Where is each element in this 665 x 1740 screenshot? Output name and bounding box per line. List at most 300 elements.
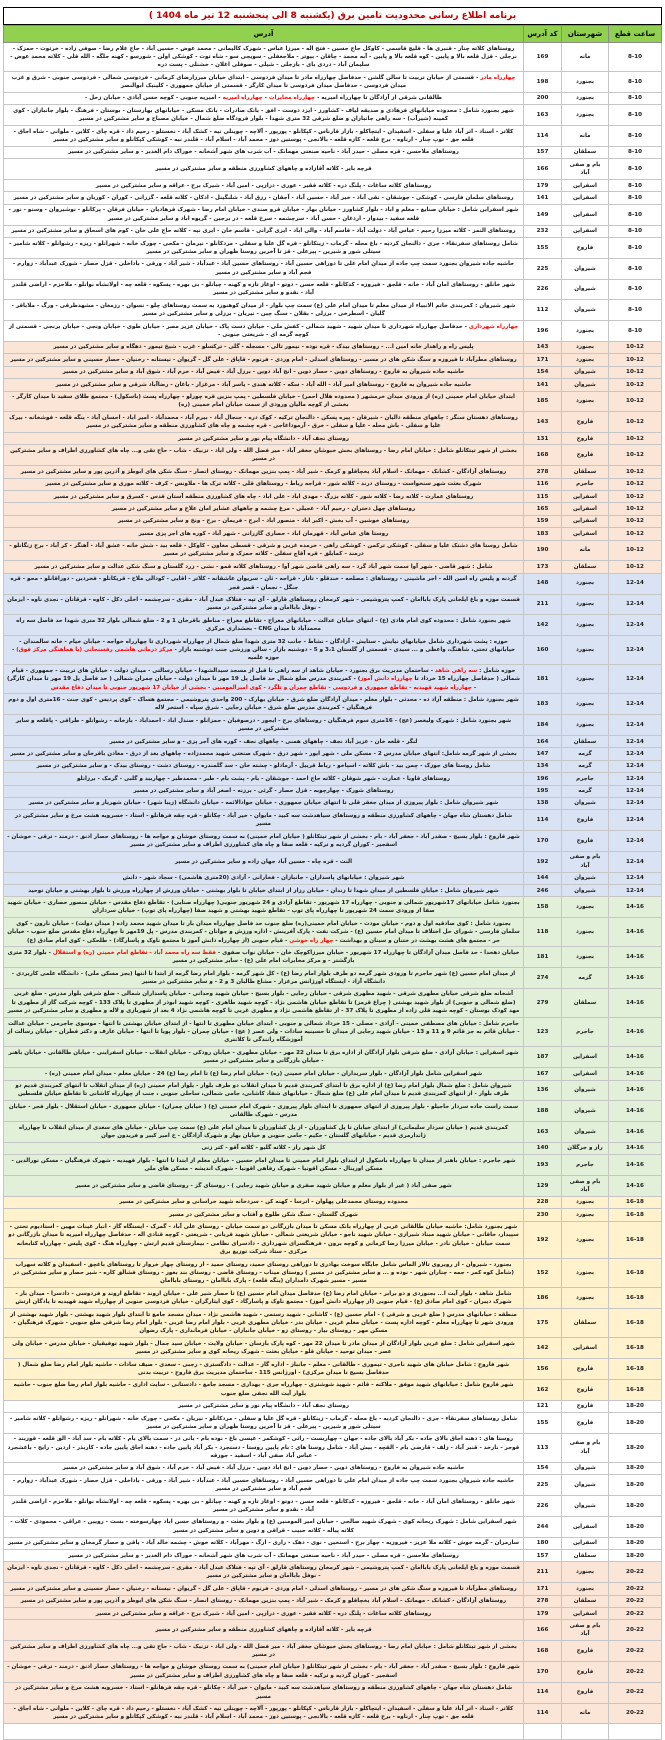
address-code-cell: 188 [524,1101,562,1122]
address-highlight-text: سه راهی شاهد [434,667,478,674]
address-text: شهرک گلستان - سنگ شکن طلوع و آفتاب و سایر مشترکین در مسیر [169,1211,358,1218]
address-code-cell: 160 [524,636,562,665]
table-row [4,238,662,259]
address-highlight-text: چهارراه امیریه [222,95,263,102]
table-row [4,391,662,412]
address-cell [4,180,524,192]
address-text: حاشیه جاده شیروان بجنورد سمت چپ جاده از میدان امام علی تا دوراهی حسین آباد - روستاهای حسین آباد - عبدآباد - شیر آباد - ورقی - باداخلی - قزل حصار - شورک عبدآباد - زوارم - فجم آباد و سایر مشترکین در مسیر [12,1477,515,1493]
outage-time-cell: 14-16 [609,1080,662,1101]
address-text: شهرک بعثت شهر سنخواست - روستای درند - کلاته شور - قراجه رباط - روستاهای قلی - کلاته ترک ها - ملاونس - کرف - کلاته موری و سایر مشترکین در مسیر [45,481,482,488]
table-row [4,445,662,466]
address-cell [4,279,524,300]
county-cell: شیروان [562,1080,609,1101]
address-cell [4,694,524,715]
outage-time-cell: 12-14 [609,694,662,715]
address-text: شهر جاجرم : خیابان باهنر از میدان تا چهارراه باسکول از ابتدای بلوار امام خمینی تا میدان امام حسین - خیابان معلم از ابتدا تا انتها - بلوار قهیدیه - شهرک فرهنگیان - مسکن نورالدین - مسکن اورینال - مسکن اقونیا - شهرک رفاهی اقونیا - شهرک اندیشه - مسکن های ملی [11,1157,516,1173]
table-row [4,1562,662,1583]
outage-time-cell: 16-18 [609,1379,662,1400]
address-cell [4,1661,524,1682]
address-text: سمت راست جاده سردار حاجیلو - بلوار پیروزی از انتهای جمهوری تا ابتدای بلوار پیروزی - شهرک امام خمینی (ع) ( خیابان چمران) - خیابان جمهوری - خیابان استقلال - بلوار فجر - خیابان مدرس - شهرک طالقانی [8,1103,519,1119]
table-row [4,947,662,968]
outage-time-cell: 18-20 [609,1462,662,1474]
address-code-cell: 131 [524,433,562,445]
address-code-cell: 118 [524,918,562,947]
table-row [4,872,662,884]
address-text: شامل روستاهای سفرنقاء - جری - دالنجان کردیه - باغ محله - گرماب - زینکانلو - قره گل علیا و سفلی - مردکانلو - نیریان - مکحی - چورک خانه - شهرانلو - ریزه - رشوانلو - کلاته شامیر - سیتلی شور و شیرین - پیرعلی - قز تا آخرین روستا ظهران و سایر مشترکین در مسیر [9,1415,518,1430]
address-code-cell: 114 [524,1703,562,1724]
county-cell: گرمه [562,785,609,797]
outage-time-cell: 14-16 [609,1155,662,1176]
address-cell [4,146,524,158]
table-row [4,760,662,772]
outage-time-cell: 12-14 [609,773,662,785]
address-highlight-text: چهارراه شهرداری [468,323,519,330]
address-text: شهر اسفراین : خیابان آزادی - ضلع شرقی بلوار آزادگان از اداره برق تا میدان 22 مهر - خیابان مطهری - خیابان رودکی - خیابان انقلاب - خیابان اسفراینی - خیابان طالقانی - خیابان باهنر - خیابان بازرگانی و سایر مشترکین در مسیر [8,1049,519,1065]
address-cell [4,1550,524,1562]
table-row [4,1433,662,1462]
address-text: حاشیه جاده شیروان به فاروج - روستاهای دوین - حصار دوین - انج آباد دوین - برزل آباد - فیض آباد - خرم آباد - شوق آباد و سایر مشترکین در مسیر [62,369,465,376]
table-row [4,1583,662,1595]
county-cell: فاروج [562,1641,609,1662]
address-code-cell: 114 [524,810,562,831]
outage-time-cell: 18-20 [609,1550,662,1562]
address-cell [4,947,524,968]
address-text: روستاهای چهل دختران - رحیم آباد - عجیلی - مرغ چشمه و چاههای عشایر امان علاج و سایر مشترکین در مسیر [111,505,416,512]
address-cell [4,1703,524,1724]
address-text: - ساختمان مدیریت برق بجنورد - خیابان شاهد از سه راهی تا قبل از مسجد سیدالشهدا - خیابان رسالتی - میدان دولت - خیابان های تربیت - جمهوری - قیام شمالی ( حدفاصل چهارراه 15 خرداد تا [11,667,520,683]
table-row [4,180,662,192]
outage-time-cell: 18-20 [609,1475,662,1496]
address-cell [4,1288,524,1309]
outage-time-cell: 18-20 [609,1496,662,1517]
address-cell [4,1101,524,1122]
outage-time-cell: 12-14 [609,810,662,831]
address-text: شهر شیروان : کمربندی خاتم الانبیاء از میدان معلم تا میدان امام علی (ع) سمت چپ بلوار - از میدان کوهنورد به سمت روستاهای چلو - نسوان - رزمغان - مشهدطرقی - ورگ - ملاباقر - گلیان - اسطرخی - برزلی - بقلان - سنگ چین - نیریان - برزلی و سایر مشترکین در مسیر [11,302,516,318]
address-text: کمربندی قدیم ( خیابان سردار سلیمانی) از ابتدای خیابان تا پل کشاورزان - از پل کشاورزان تا میدان امام علی (ع) سمت چپ خیابان - خیابان های سعدی از میدان انقلاب تا چهارراه ژاندارمری قدیم - خیابانهای گلستان - حکیم - جامی جنوبی و خیابان بهار و شهرک آزادگان - خ امیر کبیر و فریدون جوان [18,1124,509,1139]
address-code-cell: 232 [524,225,562,237]
address-text: بخشی از شهر گرمه شامل: انتهای خیابان مدرس 2 - مسکن ملی - شهر ایور - شهر درق - شهرک صنعتی شهید محمدزاده - چاههای بعد از درق - معادن باقرخان و سایر مشترکین در مسیر [10,750,517,757]
address-cell [4,573,524,594]
address-text: روستاهای آزادگان - کشانک - مهمانک - اسلام آباد یخچاقلو و کرمک - شیر آباد - پمپ بنزین مهمانک - روستای انصار - سنگ شکن های ابوطز و آذرین پور و سایر مشترکین در مسیر [20,468,507,475]
address-text: بجنورد شامل خیابانهای 17شهریور شمالی و جنوبی - چهارراه 17 شهریور - تقاطع آزادی و 24 شهریور جنوبی( چهارراه صنایی) - تقاطع دفاع مقدس - خیابان منصور حصاری - خیابان شهید صفا از ورودی سمت 24 شهریور تا چهارراه پای توپ - تقاطع شهید بهشتی و شهید صفا (چهارراه پای توپ) - خیابان سرداران [7,899,520,915]
address-cell [4,1496,524,1517]
outage-time-cell: 20-22 [609,1620,662,1641]
address-text: روستای نجف آباد - دانشگاه پیام نور و سایر مشترکین در مسیر [177,435,350,442]
table-row [4,665,662,694]
address-code-cell: 112 [524,300,562,321]
table-row [4,491,662,503]
address-text: شهر بجنورد شامل: حاشیه خیابان طالقانی غربی از چهارراه بانک مسکن تا میدان بازرگانی دو سمت خیابان - روستای علی آباد - گمرک - ایستگاه گاز - انبار غینات مهین - استادیوم تختی - سپیدار، خاقانی - خیابان شهید مبناد شیرازی - خیابان شهید ناجو - خیابان شریعتی شمالی - خیابان شهید قربانی - شریعتی - کوچه قنادی اله - حدفاصل چهارراه امیریه تا میدان بازرگانی دو سمت خیابان - خیابان نادر - خیابان میرزا رضا کرمانی و کوچه برون - فرهنگسرای شهرداری - دادسرای نظامی - بیمارستان قدیم ارتش - چهارراه هنگ - کوی پلیس - چهارراه کتابخانه مرکزی - ستاد شرکت توزیع برق [8,1224,519,1256]
county-cell: فاروج [562,1400,609,1412]
outage-time-cell: 12-14 [609,615,662,636]
outage-time-cell: 10-12 [609,491,662,503]
county-cell: بام و صفی آباد [562,1620,609,1641]
address-cell [4,1562,524,1583]
address-text: ابتدای خیابان امام خمینی (ره) از ورودی میدان خرمشهر ( محدوده هلال احمر) - خیابان فلسطین - پمپ بنزین قره چورلو - چهارراه پست (باسکول) - مجتمع طلای سفید تا میدان کارگر - بخشی از کوچه مالیان ورودی از سمت خیابان امام خمینی (ره) [12,394,515,409]
address-code-cell: 143 [524,412,562,433]
address-text: قسمت موزه و باغ ایلخانی پارک باباامان - کمپ پتروشیمی - شهر کرمخان روستاهای قارلق - آی تپه - فتلاک عبدل آباد - مقری - سرچشمه - اخلی دکل - کاوه - قرقانان - نجدی ناوه - ایزمان - نوفل باباامان و سایر مشترکین در مسیر [7,597,520,612]
county-cell: بجنورد [562,105,609,126]
outage-time-cell: 12-14 [609,851,662,872]
address-text: شهر فاروج : شامل خیابان های شهید ناجری - تیموری - طالقانی - معلم - جانباز - اداره گاز - عدالت - دادگستری - رجبی - سعدی - صیف سادات - حاشیه بلوار امام رضا ضلع شمال ( حدفاصل بسیج تا میدان مرکزی) - اورژانس 115 - ساختمان مدیریت برق فاروج - تربیت بدنی [17,1361,510,1376]
address-code-cell: 190 [524,540,562,561]
outage-time-cell: 16-18 [609,1359,662,1380]
address-code-cell: 155 [524,1413,562,1434]
address-code-cell [524,1724,562,1740]
address-code-cell: 144 [524,872,562,884]
address-text: طالقانی شرقی از آزادگان تا چهارراه امیریه - [315,95,443,102]
address-text: شهر خانلق - روستاهای امان آباد - خانه - قلجق - فیروزه - کدکانلو - قلعه حسن - دوتو - اوغاز تازه و کهنه - چیانلو - بی بهره - پسکوه - قلعه چه - اولانشاه نوانلو - ملاحزم - اراضی قلندر آباد - نقدو و سایر مشترکین در مسیر [12,282,515,297]
outage-time-cell: 8-10 [609,146,662,158]
address-text: حوزه : پشت شهرداری شامل خیابانهای نیایش - ستایش - آزادگان - نشاط - جانب 32 متری شهدا ضلع شمال از چهارراه شهرداری تا چهارراه خواجه - خیابان خیام - خانه سالمندان - خیابانهای تختی، شاهنگ، واعظی و ... سیدی - قسمتی از گلستان 3،1 و 5 - دوشنبه بازار - سالن ورزشی جنب دوشنبه بازار - [19,638,516,653]
outage-time-cell: 20-22 [609,1641,662,1662]
table-row [4,1259,662,1288]
county-cell: فاروج [562,433,609,445]
table-row [4,146,662,158]
address-code-cell: 246 [524,885,562,897]
address-text: بجنورد شامل : کوی صادقیه اول و دوم - خیابان مودت - خیابان امام خمینی(ره) ضلع جنوب حد فاصل چهارراه میدان بار تا میدان شهید محمد زاده ( میدان دولت) - خیابان نارون - کوی سلمان فارسی - شورای حل اختلاف تا میدان امام حسین (ع) - شرکت نفت - پارک آفرینش - اداره ورزش و جوانان - کمربندی مدرس - پل 19مهر تا چهارراه دفاع مقدس ضلع جنوب - خیابان حر - مجتمع های هشت بهشت در ختنان و سینان و بهداشت - [7,920,520,944]
address-text: شهر فاروج : بلوار بسیج - صفدر آباد - جعفر آباد - بام - بخشی از شهر تیتکانلو ( خیابان امام خمینی) به سمت روستای خوشان و خواجه ها - روستاهای حصار ادنق - درمند - ترقی - خوشان - اسفجیر - کوران گردیه و ترکیه - قلعه صفا و چاه های کشاورزی اطراف و سایر مشترکین در مسیر [7,1664,520,1679]
address-text: قرچه بایر - کلاته آقازاده و چاههای کشاورزی منطقه و سایر مشترکین در مسیر [155,1627,372,1634]
county-cell: اسفراین [562,180,609,192]
address-cell [4,1620,524,1641]
outage-time-cell: 12-14 [609,636,662,665]
county-cell: بجنورد [562,1259,609,1288]
address-cell [4,258,524,279]
address-code-cell: 171 [524,354,562,366]
table-row [4,1620,662,1641]
address-code-cell: 175 [524,1309,562,1338]
table-row [4,503,662,515]
outage-time-cell: 10-12 [609,366,662,378]
address-code-cell: 157 [524,1550,562,1562]
outage-time-cell: 20-22 [609,1608,662,1620]
address-cell [4,1359,524,1380]
county-cell: شیروان [562,1475,609,1496]
address-code-cell: 142 [524,1338,562,1359]
outage-time-cell: 8-10 [609,72,662,93]
address-text: - قیام جنوبی (از چهارراه دانش آموز تا مجتمع ناوک و پاسارگاد) - طلحکی - کوی امام صادق (ع) [26,937,290,944]
table-row [4,225,662,237]
address-cell [4,968,524,989]
address-cell [4,715,524,736]
county-cell: شیروان [562,279,609,300]
address-code-cell: 230 [524,1209,562,1221]
county-cell: گرمه [562,968,609,989]
outage-time-cell: 16-18 [609,1209,662,1221]
table-row [4,561,662,573]
address-text: شامل روستا های دشتک علیا و سفلی - کوشکی ترکمن - کوشکی راهی - خرمده غربی و شرقی - قسطی معاون - کاوکل - قلعه بید - شش خانه - عشق آباد - آهنگر - کر آباد - برج زنگانلو - درمند - کمایلق - قره آقاچ سفلی - کلاته حمزک و سایر مشترکین در مسیر [9,543,518,558]
table-row [4,1496,662,1517]
outage-time-cell: 8-10 [609,126,662,147]
address-code-cell: 226 [524,279,562,300]
address-text: قرچه بایر - کلاته آقازاده و چاههای کشاورزی منطقه و سایر مشترکین در مسیر [155,165,372,172]
county-cell: اسفراین [562,528,609,540]
outage-time-cell: 14-16 [609,1176,662,1197]
address-text: روستاهای خوشین - آب بخش - اکبر اباد - منصور اباد - ابرج - فریمان - برج - ونخ و سایر مشترکین در مسیر [117,518,410,525]
address-cell [4,43,524,72]
address-cell [4,1462,524,1474]
county-cell: اسفراین [562,1537,609,1549]
county-cell: اسفراین [562,192,609,204]
table-row [4,1288,662,1309]
address-text: - قسمتی از خیابان تربیت تا سالن گلشن - حدفاصل چهارراه مادر تا میدان فردوسی - ابتدای خیابان میرزارضای کرمانی - فردوسی شمالی - فردوسی جنوبی - شرق و غرب میدان فردوسی - حدفاصل میدان فردوسی تا میدان کارگر - قسمتی از خیابان جمهوری - کلینیک ابوالنصر [11,74,481,90]
table-row [4,379,662,391]
address-cell [4,1221,524,1259]
table-row [4,1155,662,1176]
address-text: روستای نجف آباد - دانشگاه پیام نور و سایر مشترکین در مسیر [177,1403,350,1410]
county-cell: سملقان [562,736,609,748]
address-text: شهر اسفراین شامل : شهرک ریحانه کوی - شهرک شهید صالحی - خیابان امیر المومنین (ع) و بلوار بعثت - و روستاهای حسن اباد چهارسوخته - بست - رویین - عراقی - محمودی - کلات - کلاته پیاله - کلاته حبیب - قراقی و دوین و سایر مشترکین در مسیر [10,1519,517,1534]
outage-time-cell: 8-10 [609,204,662,225]
county-cell: فاروج [562,1413,609,1434]
address-code-cell: 154 [524,1462,562,1474]
county-cell: جاجرم [562,1018,609,1047]
table-row [4,126,662,147]
county-cell: بجنورد [562,341,609,353]
address-code-cell: 211 [524,1562,562,1583]
county-cell: سملقان [562,1309,609,1338]
outage-time-cell: 8-10 [609,43,662,72]
column-header-county: شهرستان [562,26,609,43]
address-code-cell: 142 [524,615,562,636]
outage-time-cell: 12-14 [609,594,662,615]
address-text: شهر بجنورد شامل : منطقه آزاد ده - محدثی - بلوار معلم - میدان آزادگان ضلع شرق - خیابان بهارک - 200 واحدی پتروشیمی - مجتمع هساک - کوی پردیس - کوی جنت - 16متری اول و دوم فرهنگیان - کمربندی مدرس ضلع شرق - خیابان رجایی - شرق سپاه - استخر لاله [8,696,519,712]
address-code-cell: 193 [524,1155,562,1176]
table-row [4,797,662,809]
address-text: حوزه شامل : [477,667,516,674]
county-cell: فاروج [562,445,609,466]
county-cell: بجنورد [562,1209,609,1221]
county-cell: بام و صفی آباد [562,1176,609,1197]
table-row [4,810,662,831]
address-text: شامل روستاهای سفرنقاء - جری - دالنجان کردیه - باغ محله - گرماب - زینکانلو - قره گل علیا و سفلی - مردکانلو - نیرمان - مکحی - چورک خانه - شهرانلو - ریزه - رشوانلو - کلاته شامیر - سیتلی شور و شیرین - پیرعلی - قز تا آخرین روستا ظهران و سایر مشترکین در مسیر [9,240,518,255]
address-code-cell: 159 [524,515,562,527]
address-cell [4,1608,524,1620]
outage-time-cell: 8-10 [609,159,662,180]
address-text: آشخانه ضلع شرقی خیابان مطهری شرقی - شهید مطهری شرقی - خیابان رجایی - بلوار بسیج - خیابان شهید وحدانی - خیابان پاسداران شمالی - ضلع شرقی بلوار مدرس - ضلع غربی (ضلع شمالی و جنوبی) از بلوار شهید بهشتی ( چراغ قرمز) تا تقاطع خیابان هاشمی نژاد - کوچه شهید طاهری - کوچه شهید ابوذر از مطهری تا پلاک 133 - کوچه شرکت گاز از مطهری تا مهد کودک بوستان - کوچه شهید قلی زاده از مطهری تا پلاک 37 - از تقاطع هاشمی نژاد و مطهری غربی تا کوچه هاشمی نژاد 4 بعد از شهربازی و لاله و مطهری و سایر مشترکین در مسیر [7,991,520,1015]
outage-time-cell: 16-18 [609,1259,662,1288]
address-text: روستاهای سلمان فارسی - کوشکی - جوشقان - نقی آباد - خیر آباد - حسین آباد - آجقان - رزق آباد - شلنگینل - ادکان - کلاته قلعه - گزرانی - کوران - کوربان و سایر مشترکین در مسیر [13,194,514,201]
address-cell [4,1018,524,1047]
county-cell: بجنورد [562,594,609,615]
address-cell [4,810,524,831]
address-text: - امیریه جنوبی - کوچه حسن آبادی - خیابان زحل - [84,95,223,102]
address-text: شهر صفی آباد ( غیر از بلوار معلم و خیابان شهید صفری و خیابان شهید رجایی ) - روستای گز - روستای قاضی و سایر مشترکین در مسیر [75,1182,452,1189]
address-text: کل شهر راز - کلاته گلیو - کلاته آقو - کتر زنی [201,1145,326,1152]
address-code-cell: 121 [524,1400,562,1412]
outage-time-cell: 14-16 [609,1047,662,1068]
county-cell: مانه [562,540,609,561]
table-row [4,1641,662,1662]
county-cell: بجنورد [562,1288,609,1309]
county-cell: فاروج [562,831,609,852]
address-text: روستاهای مطرآباد تا فیروزه و سنگ شکن های در مسیر - روستاهای اسدلی - امام وردی - فرنوم - قاپاق - علی گل - گریوان - نیستانه - رخنیان - حصار حسینی و سایر مشترکین در مسیر [10,1585,517,1592]
outage-time-cell: 10-12 [609,354,662,366]
table-row [4,321,662,342]
outage-table [3,25,662,1740]
address-cell [4,72,524,93]
address-code-cell: 136 [524,1080,562,1101]
table-row [4,1221,662,1259]
address-code-cell: 195 [524,785,562,797]
address-text: حاشیه جاده شیروان به فاروج - روستاهای امیر آباد - الله آباد - سکه - کلاته هندی - یاسر آباد - مرغزار - باغان - رضاآباد شرقی و سایر مشترکین در مسیر [55,381,472,388]
address-code-cell: 211 [524,594,562,615]
county-cell: فاروج [562,1379,609,1400]
address-text: روستا های عباس آباد - قهرمان اباد - حصاری گازرانی - شهر آباد - کوره های اجر پزی مسیر [138,530,389,537]
address-code-cell: 184 [524,715,562,736]
address-highlight-text: چهارراه مادر [480,74,516,81]
county-cell: سملقان [562,988,609,1017]
table-row [4,1068,662,1080]
outage-time-cell: 12-14 [609,715,662,736]
address-code-cell: 198 [524,72,562,93]
table-header-row [4,26,662,43]
address-cell [4,478,524,490]
county-cell: سملقان [562,146,609,158]
outage-time-cell: 12-14 [609,885,662,897]
address-code-cell: 156 [524,1359,562,1380]
county-cell: اسفراین [562,1516,609,1537]
outage-time-cell [609,1724,662,1740]
address-text: شهر اسفراین شامل : ضلع غربی بلوار آزادگان از میدان مادر تا میدان 22 مهر - کوه پارک بازسان - خیابان ولایت - خیابان سید جمال - بلوار شهید توفیقیان - خیابان مدرس - خیابان ولی عصر - میدان توحید - خیابان قلو - خیابان بعثت - شهرک ریحانه کوی و سایر مشترکین در مسیر [12,1340,515,1356]
address-text: منطقه : خیابانهای مدرس ( ضلع غربی و شرقی ) - امام حسین (ع) - کاشانی - شهید رستمی - شهید هاشمی نژاد - میدان مسجد جامع تا ابتدای بلوار شهید بهشتی - بلوار شهید بهشتی از ورودی شهر تا چهارراه معلم - کوچه اداره پست - خیابان معلم غربی - خیابان بدر - خیابان مطهری غربی - بلوار امام رضا غربی - بلوار امام رضا شرقی ضلع جنوبی - شهرک فرهنگیان - مسکن مهر - روستای بیار - روستای زو - خیابان جانبازان - خیابان فرمانداری - پارک رضوان [10,1311,517,1335]
county-cell [562,1724,609,1740]
address-cell [4,773,524,785]
address-text: کلاتر - اسناد - اتر آباد علیا و سفلی - اسفیدان - ایتچاکلو - بازار قارناس - کپکانلو - پورپور - آلاچه - چوینلی نیه - کشک آباد - نخستلو - رحیم داد - قره چای - کلاین - ملوانی - شاه اجاق - قلعه جق - توپ چنار - ارناوه - برج قلعه - کازه قلعه - بالانجی - پوستین دوز - محمد آباد - اسلام آباد - قلندر نیه - کوشکی کپکانلو و سایر مشترکین در مسیر [13,128,514,144]
address-cell [4,391,524,412]
address-cell [4,238,524,259]
address-cell [4,204,524,225]
county-cell: گرمه [562,748,609,760]
county-cell: فاروج [562,1661,609,1682]
address-cell [4,92,524,104]
table-row [4,851,662,872]
table-row [4,1209,662,1221]
address-text: روستاهای عمارت - کلاته رضا - کلاته شور - کلاته بزرگ - مهدی اباد - علی اباد - چاه های کشاورزی منطقه آستان قدس - کسرق و سایر مشترکین در مسیر [53,493,474,500]
table-row [4,1550,662,1562]
county-cell: فاروج [562,1359,609,1380]
address-text: قسمت موزه و باغ ایلخانی پارک باباامان - کمپ پتروشیمی - شهر کرمخان روستاهای قارلق - آی تپه - فتلاک عبدل آباد - مقری - سرچشمه - اخلی دکل - کاوه - قرقانان - نجدی ناوه - ایزمان - نوفل باباامان و سایر مشترکین در مسیر [7,1564,520,1580]
address-highlight-text: چهارراه شهید قهیدیه - تقاطع جمهوری و فردوسی - تقاطع چمران و تلگرد - کوی امیرالمومنین - بخشی از خیابان 17 شهریور جنوبی تا میدان دفاع مقدس [50,684,472,691]
address-text: از میدان امام حسین (ع) شهر جاجرم تا ورودی شهر گرمه دو طرف بلوار امام رضا (ع) - کل شهر گرمه - بلوار امام رضا گرمه از ابتدا تا انتها (بجز مسکن ملی) - دانشگاه علمی کاربردی - دانشگاه آزاد - ایستگاه اورژانس مرغزار - مشاع طالبان 3 و 2 - و سایر مشترکین در مسیر [11,970,516,986]
address-text: روستاهای ملاحسن - قره مصلی - حیدر آباد - ناحیه صنعتی مهمانک - آب شرب های شهر آشخانه - خوراک دام الغدیر - و سایر مشترکین در مسیر [68,149,459,156]
address-highlight-text: چهارراه مخابرات [268,95,315,102]
address-cell [4,540,524,561]
table-row [4,92,662,104]
address-code-cell: 183 [524,528,562,540]
county-cell: سملقان [562,466,609,478]
address-code-cell: 228 [524,1196,562,1208]
table-row [4,594,662,615]
county-cell: سملقان [562,1550,609,1562]
address-cell [4,1155,524,1176]
county-cell: بجنورد [562,694,609,715]
county-cell: فاروج [562,238,609,259]
address-code-cell: 140 [524,1142,562,1154]
column-header-address-code: کد آدرس [524,26,562,43]
address-code-cell: 278 [524,466,562,478]
address-cell [4,412,524,433]
address-cell [4,503,524,515]
address-code-cell: 179 [524,180,562,192]
county-cell: بجنورد [562,1196,609,1208]
county-cell: شیروان [562,797,609,809]
county-cell: مانه [562,43,609,72]
address-code-cell: 192 [524,1221,562,1259]
table-row [4,1595,662,1607]
outage-time-cell: 14-16 [609,1101,662,1122]
address-text: شهر بجنورد شامل : محدوده کوی امام هادی (ع) - انتهای خیابان عدالت - خیابانهای معراج - تقاطع معراج - مناطق باقرخان 1 و 2 - ضلع شمالی بلوار 32 متری شهدا حد فاصل سه راه محمدآباد تا میدان CNG - بخشداری مرکزی [16,617,511,633]
address-cell [4,988,524,1017]
table-row [4,412,662,433]
table-row [4,478,662,490]
outage-time-cell: 10-12 [609,391,662,412]
address-text: روستاهای کلاته ساغات - پلنگ دره - کلاته فقیر - عوری - درازپی - امین آباد - شیرک برج - عراقه و سایر مشترکین در مسیر [95,182,432,189]
address-code-cell: 155 [524,238,562,259]
county-cell: فاروج [562,1682,609,1703]
address-text: شهر خانلق - روستاهای امان آباد - خانه - قلجق - فیروزه - کدکانلو - قلعه حسن - دوتو - اوغاز تازه و کهنه - چیانلو - بی بهره - پسکوه - قلعه چه - اولانشاه نوانلو - ملاحزم - اراضی قلندر آباد - نقدو و سایر مشترکین در مسیر [12,1498,515,1514]
address-highlight-text: فقط سه راه محمد آباد - تقاطع امام خمینی (ره) و استقلال [52,949,216,956]
address-text: شهر شیروان شامل : بلوار پیروزی از میدان جعفر قلی تا انتهای خیابان جمهوری - خیابان جوادالائمه - خیابان دانشگاه (زیبا شهر) - خیابان شهریار و سایر مشترکین در مسیر [28,800,499,807]
address-text: شامل شاهد - بلوار آیت ا... بجنوردی و دو برابر - خیابان امام رضا (ع) حدفاصل میدان امام حسین (ع) تا حصار شیر علی - خیابان اروند - تقاطع اروند و فردوسی - دادسرا - میدان بار - شهرک دیبران - کوی امام صادق (ع) - قیام جنوبی (از چهارراه دانش آموز) - مجتمع ناوک و پاسارگاد - کوی ایثارگران - خیابان فردوسی جنوبی از چهارراه شهید قهیدیه تا یادگان ارتش [15,1290,512,1306]
address-cell [4,1724,524,1740]
county-cell: بام و صفی آباد [562,159,609,180]
address-code-cell: 163 [524,105,562,126]
county-cell: فاروج [562,810,609,831]
outage-time-cell: 20-22 [609,1595,662,1607]
table-row [4,105,662,126]
address-text: روستا های : دهنه اجاق بالای جاده - بکر آباد بالای جاده - جهان - چهاربست - راثی - کوشکمر - عیسی باغ - نوده بام - بانی در - سمت بالای بام - کلاته بام - سد آباد - الق قلعه - قوزبند - قوجر - نارخد - قنبر آباد - زلف - قارضی بام - القچه - بیش آباد - شامل روستا های : بام پایین روستا - دستجرد - بکر آباد پایین جاده - دهنه اجاق پایین جاده - کاربذر - اردین - رایج - باغشجرد - عباس آباد صفی آباد - اسفید - جوزقه [7,1436,520,1460]
address-cell [4,354,524,366]
county-cell: بجنورد [562,1221,609,1259]
county-cell: بجنورد [562,72,609,93]
county-cell: بجنورد [562,573,609,594]
table-row [4,1724,662,1740]
address-text: شهر شیروان شامل : خیابان فلسطین از میدان شهدا تا زندان - خیابان رزاز از ابتدای خیابان تا بلوار بهشتی - خیابان ورزش از چهارراه ورزش تا بلوار بهشتی و خیابان توحید [28,887,499,894]
address-text: خیابان دهخدا - حد فاصل میدان آزادگان تا چهارراه 17 شهریور - خیابان میرزاکوچک خان - خیابان نواب صفوی - [215,949,520,956]
address-text: روستاهای دهستان سنگر : چاههای منطقه دالیان - شیرقان - پیره پسکن - دالنجان ترکیه - کوک دره - جنجال آباد - بیرم آباد - محمدآباد - امیر اباد - احسان آباد - ینگه قلعه - فوشخانه - بیرک علیا و سفلی - باش محله - علیا و سفلی - خرق - آرموداغاجی - قره چشمه و چاه های کشاورزی منطقه و سایر مشترکین در مسیر [9,414,518,430]
address-code-cell: 192 [524,851,562,872]
address-code-cell: 180 [524,1537,562,1549]
address-cell [4,321,524,342]
address-code-cell: 115 [524,491,562,503]
table-row [4,636,662,665]
address-code-cell: 158 [524,897,562,918]
address-cell [4,1413,524,1434]
table-row [4,300,662,321]
outage-time-cell: 14-16 [609,897,662,918]
address-cell [4,1309,524,1338]
outage-time-cell: 18-20 [609,1400,662,1412]
address-code-cell: 186 [524,1288,562,1309]
outage-time-cell: 20-22 [609,1682,662,1703]
table-row [4,968,662,989]
address-code-cell: 167 [524,1068,562,1080]
outage-time-cell: 12-14 [609,573,662,594]
county-cell: اسفراین [562,515,609,527]
address-text: بخشی از شهر تیتکانلو شامل : خیابان امام رضا - روستاهای بخش خبوشان جعفر آباد - میر فضل الله - ولی اباد - تزنیک - شاب - حاج تقی و... چاه های کشاورزی اطراف و سایر مشترکین در مسیر [10,447,517,463]
outage-time-cell: 8-10 [609,321,662,342]
table-row [4,1608,662,1620]
table-row [4,1309,662,1338]
address-code-cell: 141 [524,379,562,391]
address-cell [4,1122,524,1143]
address-text: لنگر - قلعه خان - عزیز آباد نجف - چاههای همنی - چاههای نجف - کوره های آجر پزی - و سایر مشترکین در مسیر [109,738,418,745]
outage-time-cell: 14-16 [609,1142,662,1154]
address-code-cell: 162 [524,1379,562,1400]
table-row [4,1661,662,1682]
